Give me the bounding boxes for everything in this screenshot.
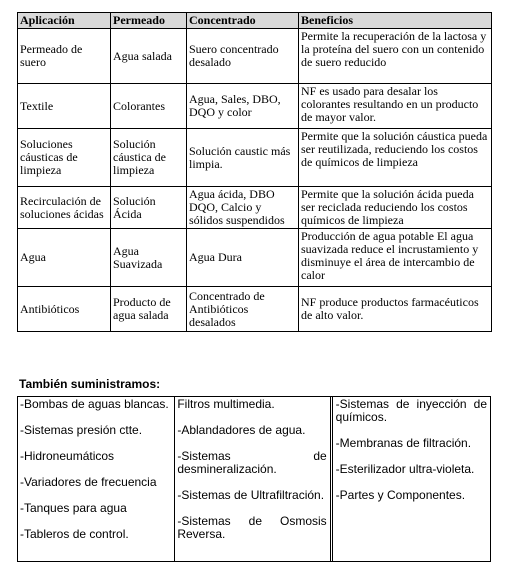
list-item: -Sistemas de desmineralización. (177, 449, 327, 476)
cell-aplicacion: Textile (18, 84, 111, 129)
cell-beneficios: NF es usado para desalar los colorantes resultando en un producto de mayor valor. (299, 84, 492, 129)
list-item: -Bombas de aguas blancas. (20, 397, 169, 411)
cell-concentrado: Suero concentrado desalado (187, 29, 299, 84)
table-row (18, 287, 492, 332)
list-item: Filtros multimedia. (177, 397, 275, 411)
cell-permeado: Producto de agua salada (111, 287, 187, 332)
nanofiltration-applications-table (17, 12, 492, 332)
list-item: -Membranas de filtración. (335, 436, 472, 450)
cell-concentrado: Agua Dura (187, 229, 299, 287)
supply-section-title: También suministramos: (19, 377, 161, 391)
cell-beneficios: NF produce productos farmacéuticos de alto valor. (299, 287, 492, 332)
cell-aplicacion: Permeado de suero (18, 29, 111, 84)
cell-permeado: Solución Ácida (111, 187, 187, 229)
table-header-row (18, 13, 492, 29)
cell-beneficios: Permite que la solución ácida pueda ser reciclada reduciendo los costos químicos de limpieza (299, 187, 492, 229)
cell-aplicacion: Agua (18, 229, 111, 287)
cell-aplicacion: Antibióticos (18, 287, 111, 332)
cell-permeado: Agua Suavizada (111, 229, 187, 287)
list-item: -Sistemas presión ctte. (20, 423, 143, 437)
cell-concentrado: Agua ácida, DBO DQO, Calcio y sólidos suspendidos (187, 187, 299, 229)
list-item: -Tableros de control. (20, 527, 129, 541)
table-row (18, 187, 492, 229)
list-item: -Partes y Componentes. (335, 488, 466, 502)
list-item: -Sistemas de inyección de químicos. (335, 397, 487, 424)
header-aplicacion: Aplicación (18, 13, 111, 29)
cell-aplicacion: Soluciones cáusticas de limpieza (18, 129, 111, 187)
supply-table (17, 396, 491, 562)
cell-beneficios: Permite que la solución cáustica pueda ser reutilizada, reduciendo los costos de químicos de limpieza (299, 129, 492, 187)
table-row (18, 229, 492, 287)
header-beneficios: Beneficios (299, 13, 492, 29)
table-row (18, 84, 492, 129)
list-item: -Tanques para agua (20, 501, 127, 515)
table-row (18, 129, 492, 187)
list-item: -Hidroneumáticos (20, 449, 115, 463)
list-item: -Ablandadores de agua. (177, 423, 306, 437)
list-item: -Sistemas de Ultrafiltración. (177, 488, 325, 502)
supply-column-1 (18, 397, 175, 561)
header-permeado: Permeado (111, 13, 187, 29)
cell-permeado: Colorantes (111, 84, 187, 129)
header-concentrado: Concentrado (187, 13, 299, 29)
cell-beneficios: Producción de agua potable El agua suavizada reduce el incrustamiento y disminuye el área de intercambio de calor (299, 229, 492, 287)
list-item: -Sistemas de Osmosis Reversa. (177, 514, 327, 541)
cell-concentrado: Solución caustic más limpia. (187, 129, 299, 187)
cell-permeado: Solución cáustica de limpieza (111, 129, 187, 187)
list-item: -Variadores de frecuencia (20, 475, 157, 489)
cell-concentrado: Agua, Sales, DBO, DQO y color (187, 84, 299, 129)
supply-column-2 (175, 397, 332, 561)
cell-beneficios: Permite la recuperación de la lactosa y la proteína del suero con un contenido de suero reducido (299, 29, 492, 84)
cell-aplicacion: Recirculación de soluciones ácidas (18, 187, 111, 229)
cell-permeado: Agua salada (111, 29, 187, 84)
table-row (18, 29, 492, 84)
list-item: -Esterilizador ultra-violeta. (335, 462, 475, 476)
cell-concentrado: Concentrado de Antibióticos desalados (187, 287, 299, 332)
supply-column-3 (333, 397, 490, 561)
